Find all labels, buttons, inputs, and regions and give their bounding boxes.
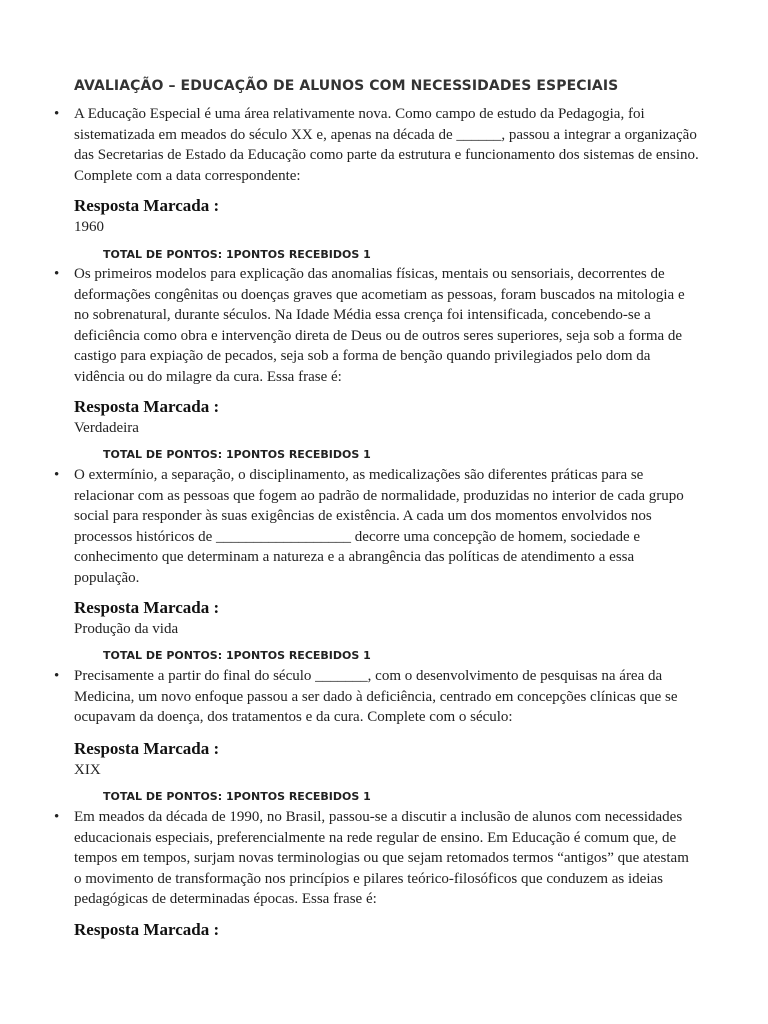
answer-value: XIX: [74, 762, 101, 778]
document-title: AVALIAÇÃO – EDUCAÇÃO DE ALUNOS COM NECESSIDADES ESPECIAIS: [74, 78, 619, 94]
question-text: Em meados da década de 1990, no Brasil, passou-se a discutir a inclusão de alunos com necessidades educacionais especiais, preferencialmente na rede regular de ensino. Em Educação é comum que, de tempos em tempos, surjam novas terminologias ou que sejam retomados termos “antigos” que atestam o movimento de transformação nos princípios e pilares teórico-filosóficos que conduzem as ideias pedagógicas de determinadas épocas. Essa frase é:: [74, 809, 689, 907]
bullet-icon: •: [54, 668, 60, 684]
answer-label: Resposta Marcada :: [74, 920, 220, 939]
answer-value: Produção da vida: [74, 621, 179, 637]
answer-label: Resposta Marcada :: [74, 196, 220, 215]
points-summary: TOTAL DE PONTOS: 1PONTOS RECEBIDOS 1: [103, 248, 371, 261]
points-summary: TOTAL DE PONTOS: 1PONTOS RECEBIDOS 1: [103, 448, 371, 461]
points-summary: TOTAL DE PONTOS: 1PONTOS RECEBIDOS 1: [103, 649, 371, 662]
answer-value: Verdadeira: [74, 420, 139, 436]
question-text: A Educação Especial é uma área relativamente nova. Como campo de estudo da Pedagogia, foi sistematizada em meados do século XX e, apenas na década de ______, passou a integrar a organização das Secretarias de Estado da Educação como parte da estrutura e funcionamento dos sistemas de ensino. Complete com a data correspondente:: [74, 106, 699, 184]
answer-label: Resposta Marcada :: [74, 598, 220, 617]
question-text: Os primeiros modelos para explicação das anomalias físicas, mentais ou sensoriais, decorrentes de deformações congênitas ou doenças graves que acometiam as pessoas, foram buscados na mitologia e no sobrenatural, durante séculos. Na Idade Média essa crença foi intensificada, concebendo-se a deficiência como obra e intervenção direta de Deus ou de outros seres superiores, seja sob a forma de castigo para expiação de pecados, seja sob a forma de benção quando privilegiados pelo dom da vidência ou do milagre da cura. Essa frase é:: [74, 266, 685, 385]
answer-label: Resposta Marcada :: [74, 397, 220, 416]
bullet-icon: •: [54, 467, 60, 483]
question-text: Precisamente a partir do final do século _______, com o desenvolvimento de pesquisas na área da Medicina, um novo enfoque passou a ser dado à deficiência, centrado em concepções clínicas que se ocupavam da doença, dos tratamentos e da cura. Complete com o século:: [74, 668, 678, 725]
bullet-icon: •: [54, 266, 60, 282]
bullet-icon: •: [54, 106, 60, 122]
points-summary: TOTAL DE PONTOS: 1PONTOS RECEBIDOS 1: [103, 790, 371, 803]
bullet-icon: •: [54, 809, 60, 825]
answer-value: 1960: [74, 219, 104, 235]
question-text: O extermínio, a separação, o disciplinamento, as medicalizações são diferentes práticas para se relacionar com as pessoas que fogem ao padrão de normalidade, produzidas no interior de cada grupo social para responder às suas exigências de existência. A cada um dos momentos envolvidos nos processos históricos de __________________ decorre uma concepção de homem, sociedade e conhecimento que determinam a natureza e a abrangência das políticas de atendimento a essa população.: [74, 467, 684, 586]
answer-label: Resposta Marcada :: [74, 739, 220, 758]
